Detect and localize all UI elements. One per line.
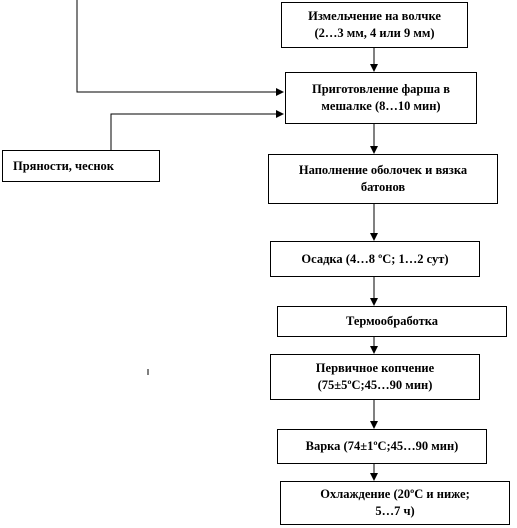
step-settling-line-1: Осадка (4…8 ºС; 1…2 сут) [301,251,449,266]
step-cooling-line-1: Охлаждение (20ºС и ниже; [320,487,470,502]
step-grinding [281,2,468,48]
step-cooking-line-1: Варка (74±1ºС;45…90 мин) [305,439,459,454]
side-input-spices-garlic [2,150,160,182]
step-mince-prep-line-1: Приготовление фарша в [312,82,450,97]
step-primary-smoking [270,354,480,400]
step-filling [268,154,498,204]
step-mince-prep [285,72,477,124]
step-mince-prep-line-2: мешалке (8…10 мин) [321,99,441,113]
step-heat-treatment [277,306,507,337]
step-cooling [280,481,510,525]
step-cooking [277,429,487,464]
step-settling [270,241,480,277]
side-input-spices-garlic-label: Пряности, чеснок [13,158,114,173]
step-filling-line-2: батонов [360,180,406,194]
input-line-spices [111,114,283,150]
step-primary-smoking-line-2: (75±5ºС;45…90 мин) [317,378,433,392]
input-line-raw-material [77,0,283,92]
step-heat-treatment-line-1: Термообработка [345,314,439,329]
step-grinding-line-2: (2…3 мм, 4 или 9 мм) [314,26,435,40]
step-cooling-line-2: 5…7 ч) [375,504,415,518]
step-primary-smoking-line-1: Первичное копчение [315,361,435,376]
step-filling-line-1: Наполнение оболочек и вязка [298,163,468,178]
step-grinding-line-1: Измельчение на волчке [308,9,441,24]
